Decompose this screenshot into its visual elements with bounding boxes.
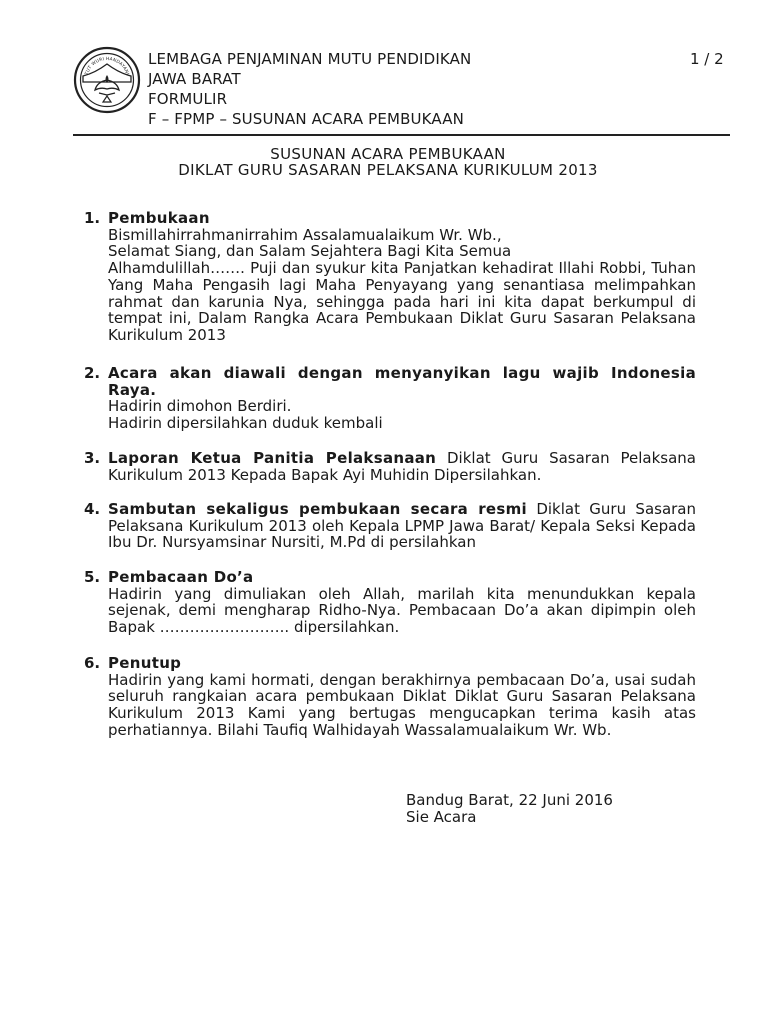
item-heading: Penutup [108,654,182,672]
item-number: 6. [84,654,101,672]
logo-motto: TUT WURI HANDAYANI [84,56,130,76]
item-heading: Sambutan sekaligus pembukaan secara resmi [108,500,527,518]
item-heading: Acara akan diawali dengan menyanyikan lagu wajib Indonesia Raya. [108,364,696,399]
document-header [0,0,768,140]
item-heading: Laporan Ketua Panitia Pelaksanaan [108,449,437,467]
form-code: F – FPMP – SUSUNAN ACARA PEMBUKAAN [148,110,464,128]
item-line: Bismillahirrahmanirrahim Assalamualaikum Wr. Wb., [108,225,502,244]
header-divider [73,134,730,136]
item-line: Selamat Siang, dan Salam Sejahtera Bagi Kita Semua [108,242,512,261]
tut-wuri-handayani-logo [73,46,141,114]
form-type: FORMULIR [148,90,228,108]
item-number: 1. [84,209,101,227]
institution-region: JAWA BARAT [148,70,241,88]
item-paragraph: Hadirin yang dimuliakan oleh Allah, marilah kita menundukkan kepala sejenak, demi mengharap Ridho-Nya. Pembacaan Do’a akan dipimpin oleh Bapak …………………….. dipersilahkan. [108,584,696,637]
document-title: SUSUNAN ACARA PEMBUKAAN [270,145,506,163]
item-paragraph: Hadirin yang kami hormati, dengan berakhirnya pembacaan Do’a, usai sudah seluruh rangkaian acara pembukaan Diklat Diklat Guru Sasaran Pelaksana Kurikulum 2013 Kami yang bertugas mengucapkan terima kasih atas perhatiannya. Bilahi Taufiq Walhidayah Wassalamualaikum Wr. Wb. [108,670,696,739]
item-heading: Pembukaan [108,209,210,227]
item-number: 3. [84,449,101,467]
document-subtitle: DIKLAT GURU SASARAN PELAKSANA KURIKULUM 2013 [178,161,598,179]
item-paragraph: Alhamdulillah……. Puji dan syukur kita Panjatkan kehadirat Illahi Robbi, Tuhan Yang Maha Pengasih lagi Maha Penyayang yang senantiasa melimpahkan rahmat dan karunia Nya, sehingga pada hari ini kita dapat berkumpul di tempat ini, Dalam Rangka Acara Pembukaan Diklat Guru Sasaran Pelaksana Kurikulum 2013 [108,259,696,344]
item-line: Hadirin dipersilahkan duduk kembali [108,414,383,433]
signature-place-date: Bandug Barat, 22 Juni 2016 [406,791,613,809]
item-number: 4. [84,500,101,518]
item-line: Hadirin dimohon Berdiri. [108,397,292,416]
item-heading: Pembacaan Do’a [108,568,254,586]
item-number: 5. [84,568,101,586]
item-paragraph: Diklat Guru Sasaran Pelaksana Kurikulum 2013 Kepada Bapak Ayi Muhidin Dipersilahkan. [108,449,696,484]
item-number: 2. [84,364,101,382]
page-number: 1 / 2 [690,50,724,68]
item-paragraph: Diklat Guru Sasaran Pelaksana Kurikulum 2013 oleh Kepala LPMP Jawa Barat/ Kepala Seksi Kepada Ibu Dr. Nursyamsinar Nursiti, M.Pd di persilahkan [108,500,697,552]
signature-role: Sie Acara [406,808,477,826]
institution-name: LEMBAGA PENJAMINAN MUTU PENDIDIKAN [148,50,472,68]
